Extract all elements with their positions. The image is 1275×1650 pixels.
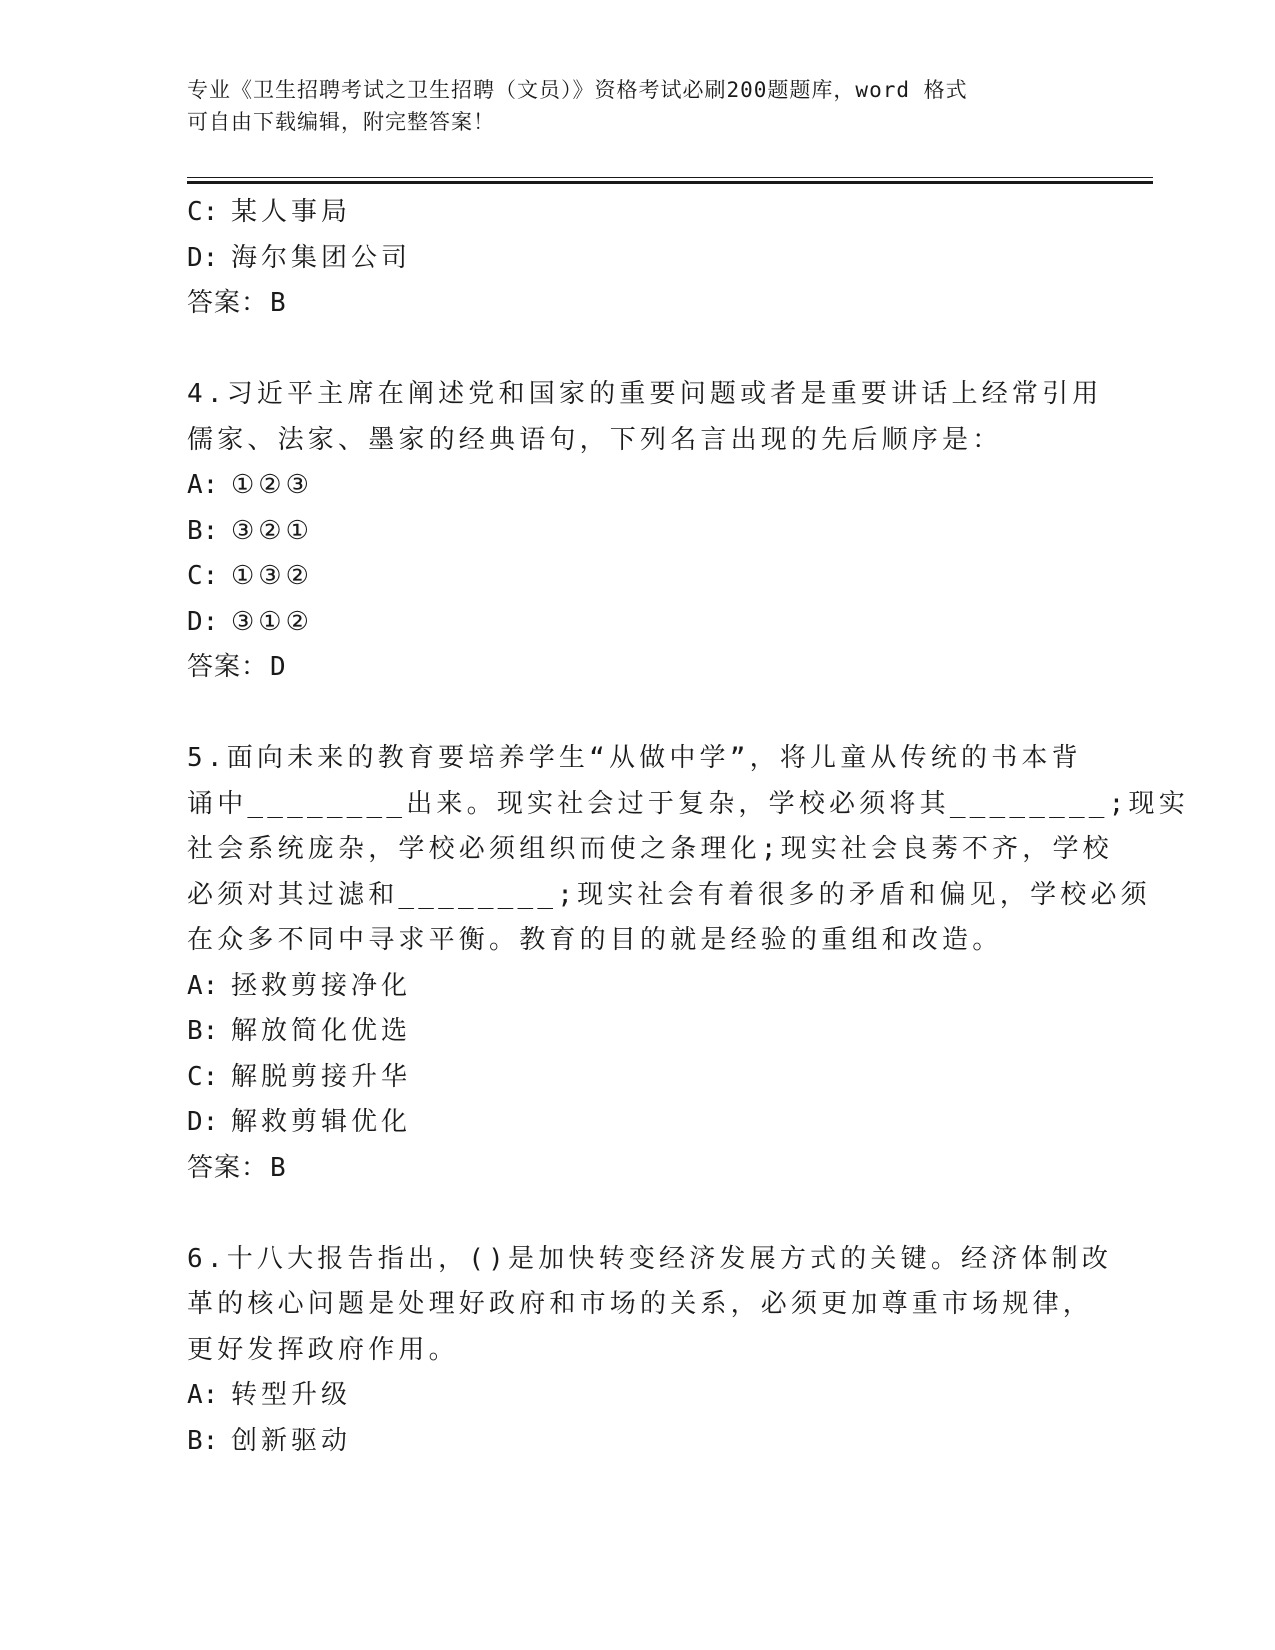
option-c: C: 解脱剪接升华: [187, 1061, 412, 1092]
header-rule-thick: [187, 181, 1153, 184]
question-6: [187, 1237, 1113, 1465]
document-body: [187, 190, 1189, 1464]
option-b: B: 创新驱动: [187, 1425, 352, 1456]
option-a: A: ①②③: [187, 470, 313, 500]
option-d: D: 海尔集团公司: [187, 242, 412, 273]
option-c: C: ①③②: [187, 561, 313, 591]
answer-line: 答案：B: [187, 1152, 287, 1183]
question-stem: 6.十八大报告指出，()是加快转变经济发展方式的关键。经济体制改 革的核心问题是处理好政府和市场的关系，必须更加尊重市场规律， 更好发挥政府作用。: [187, 1243, 1113, 1365]
option-d: D: 解救剪辑优化: [187, 1107, 412, 1137]
question-5: [187, 736, 1189, 1191]
answer-line: 答案：D: [187, 652, 287, 682]
header-rule-thin: [187, 177, 1153, 178]
question-stem: 4.习近平主席在阐述党和国家的重要问题或者是重要讲话上经常引用 儒家、法家、墨家的经典语句，下列名言出现的先后顺序是：: [187, 379, 1103, 455]
question-4: [187, 372, 1103, 691]
option-a: A: 拯救剪接净化: [187, 970, 412, 1001]
answer-line: 答案：B: [187, 288, 287, 318]
option-b: B: ③②①: [187, 515, 313, 546]
document-header: [187, 74, 1067, 138]
header-line-1: 专业《卫生招聘考试之卫生招聘（文员）》资格考试必刷200题题库，word 格式: [187, 78, 968, 102]
option-b: B: 解放简化优选: [187, 1016, 412, 1046]
question-stem: 5.面向未来的教育要培养学生“从做中学”，将儿童从传统的书本背 诵中________出来。现实社会过于复杂，学校必须将其________;现实 社会系统庞杂，学校必须组织而使之条理化;现实社会良莠不齐，学校 必须对其过滤和________;现实社会有着很多的矛盾和偏见，学校必须 在众多不同中寻求平衡。教育的目的就是经验的重组和改造。: [187, 743, 1189, 955]
header-line-2: 可自由下载编辑，附完整答案！: [187, 110, 495, 134]
option-d: D: ③①②: [187, 606, 313, 637]
option-a: A: 转型升级: [187, 1380, 352, 1410]
option-c: C: 某人事局: [187, 197, 352, 227]
question-3-tail: [187, 190, 1087, 327]
